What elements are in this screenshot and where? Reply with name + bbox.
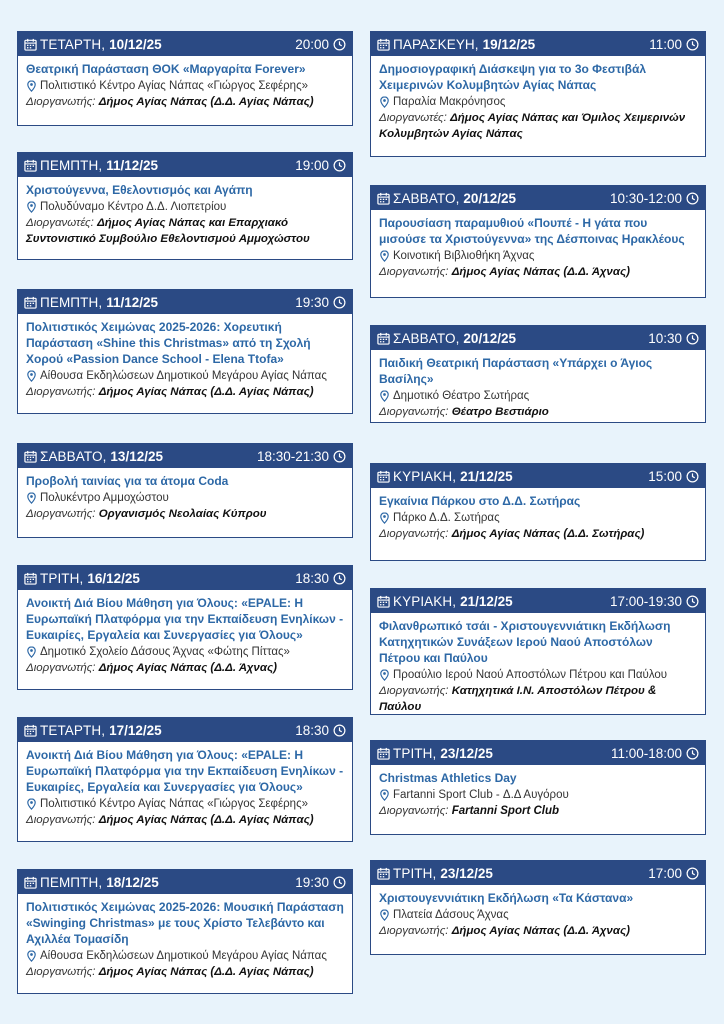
event-organizer: [379, 803, 697, 819]
event-card-right-6: [370, 740, 706, 835]
event-body: [371, 56, 705, 148]
clock-icon: [333, 876, 346, 889]
event-time: 10:30: [648, 330, 682, 346]
event-venue: [379, 787, 697, 803]
event-body: [18, 894, 352, 986]
calendar-icon: [377, 38, 390, 51]
event-venue-text: Πολιτιστικό Κέντρο Αγίας Νάπας «Γιώργος Σεφέρης»: [40, 80, 309, 92]
event-organizer: [26, 964, 344, 980]
event-date: 21/12/25: [460, 468, 513, 484]
organizer-label: Διοργανωτής:: [379, 406, 449, 418]
event-title: Ανοικτή Διά Βίου Μάθηση για Όλους: «EPALE: Η Ευρωπαϊκή Πλατφόρμα για την Εκπαίδευση Ενηλίκων - Ευκαιρίες, Εργαλεία και Συνεργασίες για Όλους»: [26, 596, 344, 642]
event-organizer: [26, 812, 344, 828]
event-header: [371, 186, 705, 210]
event-date: 23/12/25: [440, 745, 493, 761]
calendar-icon: [377, 867, 390, 880]
event-body: [371, 885, 705, 945]
calendar-icon: [24, 572, 37, 585]
event-date: 17/12/25: [109, 722, 162, 738]
location-pin-icon: [27, 201, 36, 213]
event-title: Χριστουγεννιάτικη Εκδήλωση «Τα Κάστανα»: [379, 891, 634, 905]
event-day: ΠΕΜΠΤΗ,: [40, 157, 103, 173]
clock-icon: [333, 724, 346, 737]
organizer-name: Δήμος Αγίας Νάπας (Δ.Δ. Άχνας): [451, 925, 630, 937]
event-title: Ανοικτή Διά Βίου Μάθηση για Όλους: «EPALE: Η Ευρωπαϊκή Πλατφόρμα για την Εκπαίδευση Ενηλίκων - Ευκαιρίες, Εργαλεία και Συνεργασίες για Όλους»: [26, 748, 344, 794]
event-day: ΣΑΒΒΑΤΟ,: [393, 330, 460, 346]
event-venue-text: Πολυκέντρο Αμμοχώστου: [40, 492, 169, 504]
location-pin-icon: [380, 669, 389, 681]
event-day: ΣΑΒΒΑΤΟ,: [40, 448, 107, 464]
event-organizer: [379, 526, 697, 542]
event-card-left-2: [17, 152, 353, 260]
event-venue-text: Πλατεία Δάσους Άχνας: [393, 909, 509, 921]
calendar-icon: [24, 876, 37, 889]
event-day: ΤΡΙΤΗ,: [40, 570, 84, 586]
organizer-name: Δήμος Αγίας Νάπας (Δ.Δ. Άχνας): [98, 662, 277, 674]
event-day: ΠΕΜΠΤΗ,: [40, 874, 103, 890]
clock-icon: [686, 470, 699, 483]
event-venue: [379, 388, 697, 404]
location-pin-icon: [380, 96, 389, 108]
calendar-icon: [377, 470, 390, 483]
event-venue-text: Αίθουσα Εκδηλώσεων Δημοτικού Μεγάρου Αγίας Νάπας: [40, 950, 327, 962]
event-date: 23/12/25: [440, 865, 493, 881]
organizer-name: Fartanni Sport Club: [451, 805, 560, 817]
calendar-icon: [377, 595, 390, 608]
event-time: 20:00: [295, 36, 329, 52]
clock-icon: [686, 595, 699, 608]
event-organizer: [26, 94, 344, 110]
event-title: Παρουσίαση παραμυθιού «Πουπέ - Η γάτα που μισούσε τα Χριστούγεννα» της Δέσποινας Ηρακλέους: [379, 216, 685, 246]
organizer-name: Δήμος Αγίας Νάπας (Δ.Δ. Άχνας): [451, 266, 630, 278]
event-card-left-1: [17, 31, 353, 126]
event-time: 18:30: [295, 722, 329, 738]
event-organizer: [379, 923, 697, 939]
organizer-name: Θέατρο Βεστιάριο: [451, 406, 549, 418]
event-header: [18, 870, 352, 894]
event-venue-text: Πολυδύναμο Κέντρο Δ.Δ. Λιοπετρίου: [40, 201, 227, 213]
event-day: ΠΕΜΠΤΗ,: [40, 294, 103, 310]
event-venue: [379, 667, 697, 683]
event-organizer: [379, 264, 697, 280]
event-venue: [26, 490, 344, 506]
clock-icon: [333, 572, 346, 585]
event-body: [18, 468, 352, 528]
location-pin-icon: [380, 250, 389, 262]
event-venue: [26, 78, 344, 94]
calendar-icon: [24, 159, 37, 172]
event-date: 11/12/25: [106, 157, 159, 173]
event-venue: [379, 907, 697, 923]
clock-icon: [333, 296, 346, 309]
organizer-label: Διοργανωτής:: [26, 508, 96, 520]
event-header: [18, 290, 352, 314]
organizer-name: Δήμος Αγίας Νάπας (Δ.Δ. Αγίας Νάπας): [98, 966, 314, 978]
event-card-left-6: [17, 717, 353, 842]
event-card-left-3: [17, 289, 353, 414]
event-venue-text: Fartanni Sport Club - Δ.Δ Αυγόρου: [393, 789, 569, 801]
event-venue: [26, 948, 344, 964]
event-card-left-7: [17, 869, 353, 994]
event-organizer: [26, 215, 344, 247]
organizer-name: Δήμος Αγίας Νάπας και Όμιλος Χειμερινών Κολυμβητών Αγίας Νάπας: [379, 112, 686, 140]
event-venue: [26, 368, 344, 384]
clock-icon: [333, 450, 346, 463]
organizer-name: Κατηχητικά Ι.Ν. Αποστόλων Πέτρου & Παύλου: [379, 685, 657, 713]
event-time: 10:30-12:00: [609, 190, 682, 206]
event-card-left-4: [17, 443, 353, 538]
organizer-label: Διοργανωτής:: [379, 528, 449, 540]
event-body: [371, 488, 705, 548]
event-card-left-5: [17, 565, 353, 690]
event-title: Προβολή ταινίας για τα άτομα Coda: [26, 474, 229, 488]
event-header: [371, 741, 705, 765]
event-venue: [26, 796, 344, 812]
organizer-label: Διοργανωτής:: [379, 805, 449, 817]
event-venue: [379, 248, 697, 264]
event-organizer: [379, 683, 697, 715]
event-time: 19:00: [295, 157, 329, 173]
event-day: ΤΕΤΑΡΤΗ,: [40, 722, 106, 738]
event-time: 18:30-21:30: [256, 448, 329, 464]
event-time: 18:30: [295, 570, 329, 586]
calendar-icon: [24, 296, 37, 309]
organizer-label: Διοργανωτής:: [26, 662, 96, 674]
event-body: [18, 56, 352, 116]
event-organizer: [26, 384, 344, 400]
event-organizer: [379, 404, 697, 420]
event-date: 19/12/25: [482, 36, 536, 52]
event-title: Εγκαίνια Πάρκου στο Δ.Δ. Σωτήρας: [379, 494, 581, 508]
event-header: [18, 566, 352, 590]
event-body: [18, 314, 352, 406]
event-venue-text: Δημοτικό Θέατρο Σωτήρας: [393, 390, 530, 402]
event-venue: [26, 644, 344, 660]
event-venue: [379, 94, 697, 110]
calendar-icon: [24, 38, 37, 51]
event-card-right-1: [370, 31, 706, 157]
calendar-icon: [24, 724, 37, 737]
organizer-name: Δήμος Αγίας Νάπας και Επαρχιακό Συντονιστικό Συμβούλιο Εθελοντισμού Αμμοχώστου: [26, 217, 310, 245]
event-body: [18, 590, 352, 682]
event-date: 20/12/25: [463, 330, 516, 346]
event-title: Δημοσιογραφική Διάσκεψη για το 3ο Φεστιβάλ Χειμερινών Κολυμβητών Αγίας Νάπας: [379, 62, 646, 92]
event-day: ΤΡΙΤΗ,: [393, 745, 437, 761]
event-date: 18/12/25: [106, 874, 159, 890]
location-pin-icon: [380, 789, 389, 801]
organizer-name: Δήμος Αγίας Νάπας (Δ.Δ. Αγίας Νάπας): [98, 96, 314, 108]
clock-icon: [333, 159, 346, 172]
organizer-name: Δήμος Αγίας Νάπας (Δ.Δ. Σωτήρας): [451, 528, 645, 540]
event-venue-text: Προαύλιο Ιερού Ναού Αποστόλων Πέτρου και Παύλου: [393, 669, 668, 681]
event-venue: [26, 199, 344, 215]
event-card-right-3: [370, 325, 706, 423]
event-header: [371, 589, 705, 613]
event-venue-text: Κοινοτική Βιβλιοθήκη Άχνας: [393, 250, 535, 262]
event-header: [371, 326, 705, 350]
event-venue-text: Πάρκο Δ.Δ. Σωτήρας: [393, 512, 500, 524]
location-pin-icon: [27, 646, 36, 658]
organizer-name: Δήμος Αγίας Νάπας (Δ.Δ. Αγίας Νάπας): [98, 386, 314, 398]
event-venue-text: Πολιτιστικό Κέντρο Αγίας Νάπας «Γιώργος Σεφέρης»: [40, 798, 309, 810]
event-title: Christmas Athletics Day: [379, 771, 517, 785]
event-day: ΣΑΒΒΑΤΟ,: [393, 190, 460, 206]
location-pin-icon: [380, 512, 389, 524]
event-title: Θεατρική Παράσταση ΘΟΚ «Μαργαρίτα Forever»: [26, 62, 306, 76]
event-header: [371, 861, 705, 885]
event-time: 19:30: [295, 294, 329, 310]
organizer-label: Διοργανωτής:: [26, 966, 96, 978]
event-header: [18, 444, 352, 468]
organizer-label: Διοργανωτής:: [26, 96, 96, 108]
event-header: [371, 32, 705, 56]
event-venue-text: Αίθουσα Εκδηλώσεων Δημοτικού Μεγάρου Αγίας Νάπας: [40, 370, 327, 382]
event-date: 11/12/25: [106, 294, 159, 310]
event-title: Χριστούγεννα, Εθελοντισμός και Αγάπη: [26, 183, 253, 197]
event-day: ΚΥΡΙΑΚΗ,: [393, 593, 457, 609]
location-pin-icon: [380, 390, 389, 402]
location-pin-icon: [27, 370, 36, 382]
event-header: [18, 32, 352, 56]
event-time: 15:00: [648, 468, 682, 484]
event-day: ΤΡΙΤΗ,: [393, 865, 437, 881]
event-date: 13/12/25: [110, 448, 163, 464]
event-time: 17:00-19:30: [609, 593, 682, 609]
event-venue-text: Δημοτικό Σχολείο Δάσους Άχνας «Φώτης Πίττας»: [40, 646, 290, 658]
event-title: Παιδική Θεατρική Παράσταση «Υπάρχει ο Άγιος Βασίλης»: [379, 356, 653, 386]
organizer-label: Διοργανωτής:: [26, 386, 96, 398]
event-organizer: [379, 110, 697, 142]
organizer-label: Διοργανωτές:: [26, 217, 94, 229]
event-header: [18, 718, 352, 742]
location-pin-icon: [27, 80, 36, 92]
event-day: ΠΑΡΑΣΚΕΥΗ,: [393, 36, 479, 52]
organizer-label: Διοργανωτής:: [379, 685, 449, 697]
location-pin-icon: [380, 909, 389, 921]
event-venue-text: Παραλία Μακρόνησος: [393, 96, 506, 108]
event-date: 16/12/25: [87, 570, 140, 586]
clock-icon: [333, 38, 346, 51]
organizer-label: Διοργανωτής:: [379, 925, 449, 937]
organizer-name: Οργανισμός Νεολαίας Κύπρου: [98, 508, 267, 520]
clock-icon: [686, 867, 699, 880]
event-time: 19:30: [295, 874, 329, 890]
event-body: [18, 177, 352, 253]
event-date: 20/12/25: [463, 190, 516, 206]
event-card-right-4: [370, 463, 706, 561]
location-pin-icon: [27, 798, 36, 810]
event-venue: [379, 510, 697, 526]
clock-icon: [686, 332, 699, 345]
clock-icon: [686, 192, 699, 205]
event-card-right-5: [370, 588, 706, 715]
event-title: Πολιτιστικός Χειμώνας 2025-2026: Μουσική Παράσταση «Swinging Christmas» με τους Χρίστο Τελεβάντο και Αχιλλέα Τομασίδη: [26, 900, 344, 946]
event-time: 11:00: [649, 36, 682, 52]
event-header: [371, 464, 705, 488]
event-time: 17:00: [648, 865, 682, 881]
event-organizer: [26, 506, 344, 522]
event-card-right-7: [370, 860, 706, 955]
location-pin-icon: [27, 950, 36, 962]
event-body: [371, 613, 705, 721]
calendar-icon: [377, 332, 390, 345]
organizer-label: Διοργανωτές:: [379, 112, 447, 124]
event-date: 10/12/25: [109, 36, 162, 52]
organizer-label: Διοργανωτής:: [379, 266, 449, 278]
calendar-icon: [377, 192, 390, 205]
event-day: ΤΕΤΑΡΤΗ,: [40, 36, 106, 52]
location-pin-icon: [27, 492, 36, 504]
calendar-icon: [24, 450, 37, 463]
clock-icon: [686, 747, 699, 760]
event-organizer: [26, 660, 344, 676]
event-date: 21/12/25: [460, 593, 513, 609]
event-body: [371, 350, 705, 426]
event-title: Φιλανθρωπικό τσάι - Χριστουγεννιάτικη Εκδήλωση Κατηχητικών Συνάξεων Ιερού Ναού Αποστόλων Πέτρου και Παύλου: [379, 619, 671, 665]
event-header: [18, 153, 352, 177]
event-time: 11:00-18:00: [610, 745, 682, 761]
clock-icon: [686, 38, 699, 51]
organizer-name: Δήμος Αγίας Νάπας (Δ.Δ. Αγίας Νάπας): [98, 814, 314, 826]
calendar-icon: [377, 747, 390, 760]
event-title: Πολιτιστικός Χειμώνας 2025-2026: Χορευτική Παράσταση «Shine this Christmas» από τη Σχολή Χορού «Passion Dance School - Elena Ttofa»: [26, 320, 311, 366]
event-body: [371, 765, 705, 825]
event-body: [18, 742, 352, 834]
organizer-label: Διοργανωτής:: [26, 814, 96, 826]
event-day: ΚΥΡΙΑΚΗ,: [393, 468, 457, 484]
event-body: [371, 210, 705, 286]
event-card-right-2: [370, 185, 706, 298]
